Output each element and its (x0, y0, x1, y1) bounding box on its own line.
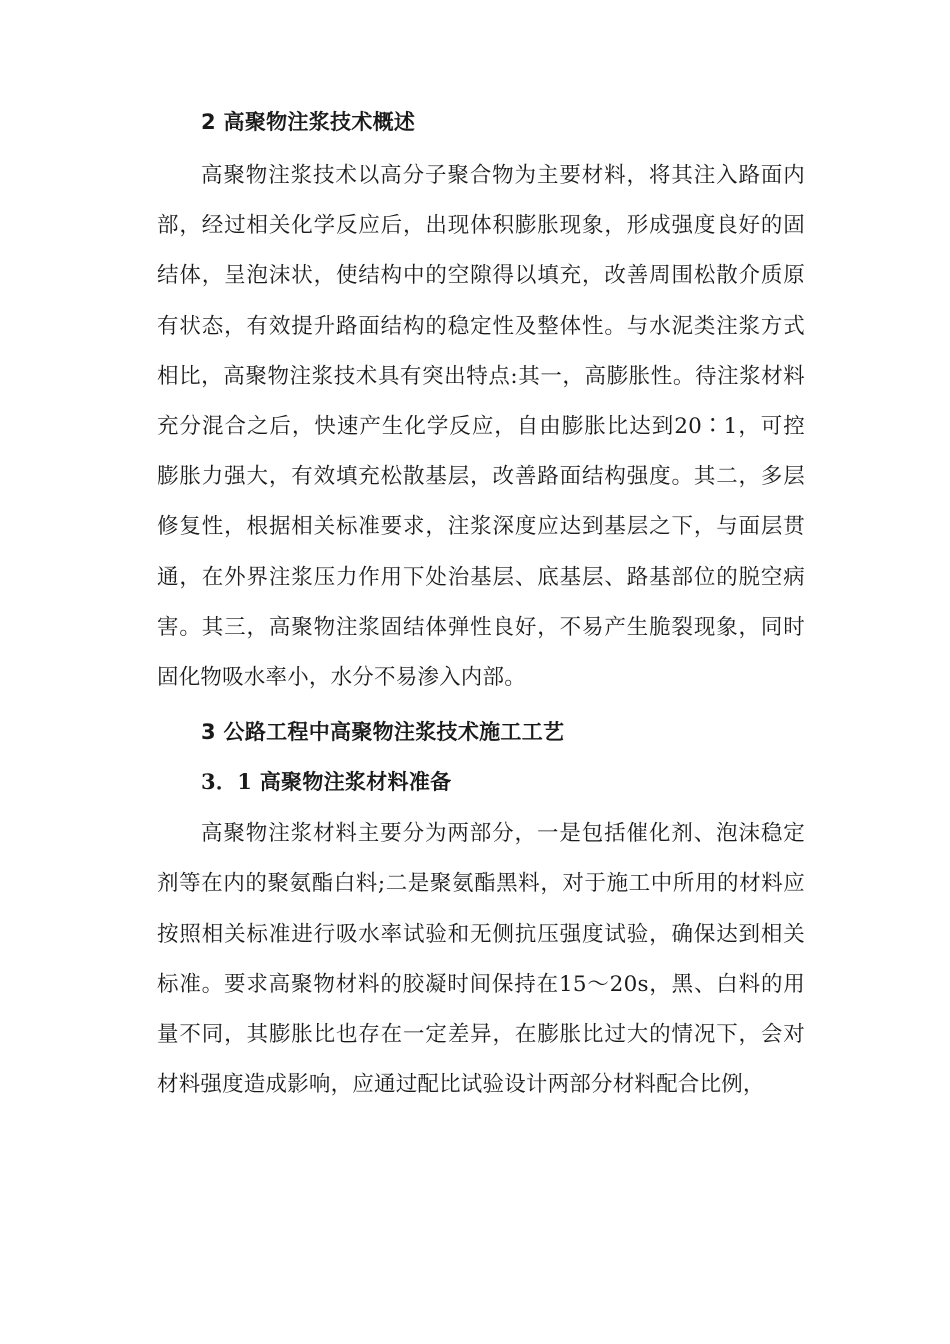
section-3-1-heading: 3．1 高聚物注浆材料准备 (201, 769, 452, 795)
section-2-paragraph: 高聚物注浆技术以高分子聚合物为主要材料，将其注入路面内部，经过相关化学反应后，出现体积膨胀现象，形成强度良好的固结体，呈泡沫状，使结构中的空隙得以填充，改善周围松散介质原有状态，有效提升路面结构的稳定性及整体性。与水泥类注浆方式相比，高聚物注浆技术具有突出特点:其一，高膨胀性。待注浆材料充分混合之后，快速产生化学反应，自由膨胀比达到20∶1，可控膨胀力强大，有效填充松散基层，改善路面结构强度。其二，多层修复性，根据相关标准要求，注浆深度应达到基层之下，与面层贯通，在外界注浆压力作用下处治基层、底基层、路基部位的脱空病害。其三，高聚物注浆固结体弹性良好，不易产生脆裂现象，同时固化物吸水率小，水分不易渗入内部。 (157, 163, 805, 691)
document-body (157, 101, 805, 1118)
section-2-heading: 2 高聚物注浆技术概述 (201, 110, 416, 134)
section-3-heading: 3 公路工程中高聚物注浆技术施工工艺 (201, 720, 565, 745)
section-3-1-paragraph: 高聚物注浆材料主要分为两部分，一是包括催化剂、泡沫稳定剂等在内的聚氨酯白料;二是聚氨酯黑料，对于施工中所用的材料应按照相关标准进行吸水率试验和无侧抗压强度试验，确保达到相关标准。要求高聚物材料的胶凝时间保持在15～20s，黑、白料的用量不同，其膨胀比也存在一定差异，在膨胀比过大的情况下，会对材料强度造成影响，应通过配比试验设计两部分材料配合比例， (157, 821, 805, 1098)
